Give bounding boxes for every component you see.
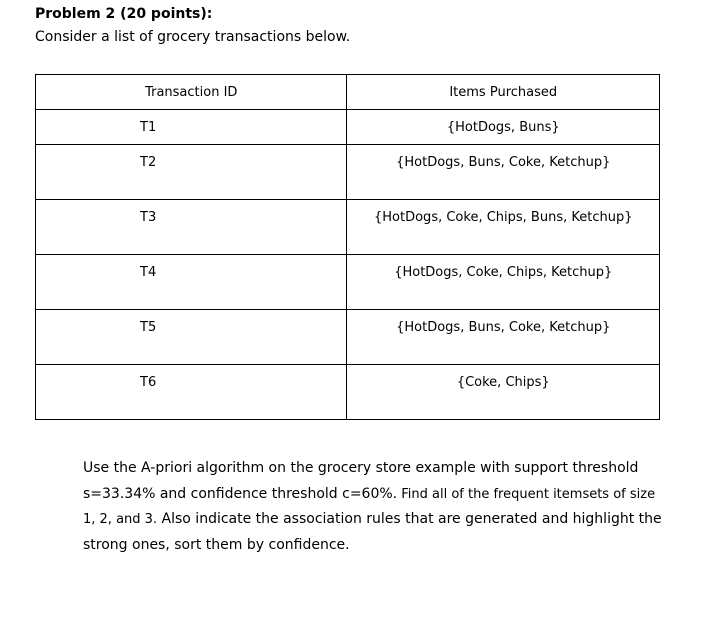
instructions-part2: Find all of the frequent itemsets of size 1, 2, and 3.	[83, 486, 656, 527]
table-row	[36, 310, 660, 365]
header-transaction-id: Transaction ID	[36, 75, 347, 110]
items-cell: {HotDogs, Coke, Chips, Ketchup}	[347, 255, 660, 310]
table-row	[36, 145, 660, 200]
table-header-row	[36, 75, 660, 110]
table-row	[36, 255, 660, 310]
header-items-purchased: Items Purchased	[347, 75, 660, 110]
items-cell: {Coke, Chips}	[347, 365, 660, 420]
transactions-table	[35, 74, 660, 420]
items-cell: {HotDogs, Buns, Coke, Ketchup}	[347, 310, 660, 365]
items-cell: {HotDogs, Coke, Chips, Buns, Ketchup}	[347, 200, 660, 255]
problem-intro: Consider a list of grocery transactions below.	[35, 29, 351, 45]
transaction-id-cell: T6	[36, 365, 347, 420]
instructions-part1: Use the A-priori algorithm on the grocery store example with support threshold s=33.34% and confidence threshold c=60%.	[83, 460, 639, 502]
table-row	[36, 365, 660, 420]
transaction-id-cell: T1	[36, 110, 347, 145]
transaction-id-cell: T3	[36, 200, 347, 255]
transaction-id-cell: T5	[36, 310, 347, 365]
items-cell: {HotDogs, Buns}	[347, 110, 660, 145]
problem-title: Problem 2 (20 points):	[35, 6, 213, 22]
instructions-part3: Also indicate the association rules that are generated and highlight the strong ones, sort them by confidence.	[83, 511, 662, 553]
table-row	[36, 110, 660, 145]
table-row	[36, 200, 660, 255]
transaction-id-cell: T2	[36, 145, 347, 200]
instructions-paragraph	[83, 456, 663, 558]
items-cell: {HotDogs, Buns, Coke, Ketchup}	[347, 145, 660, 200]
transaction-id-cell: T4	[36, 255, 347, 310]
